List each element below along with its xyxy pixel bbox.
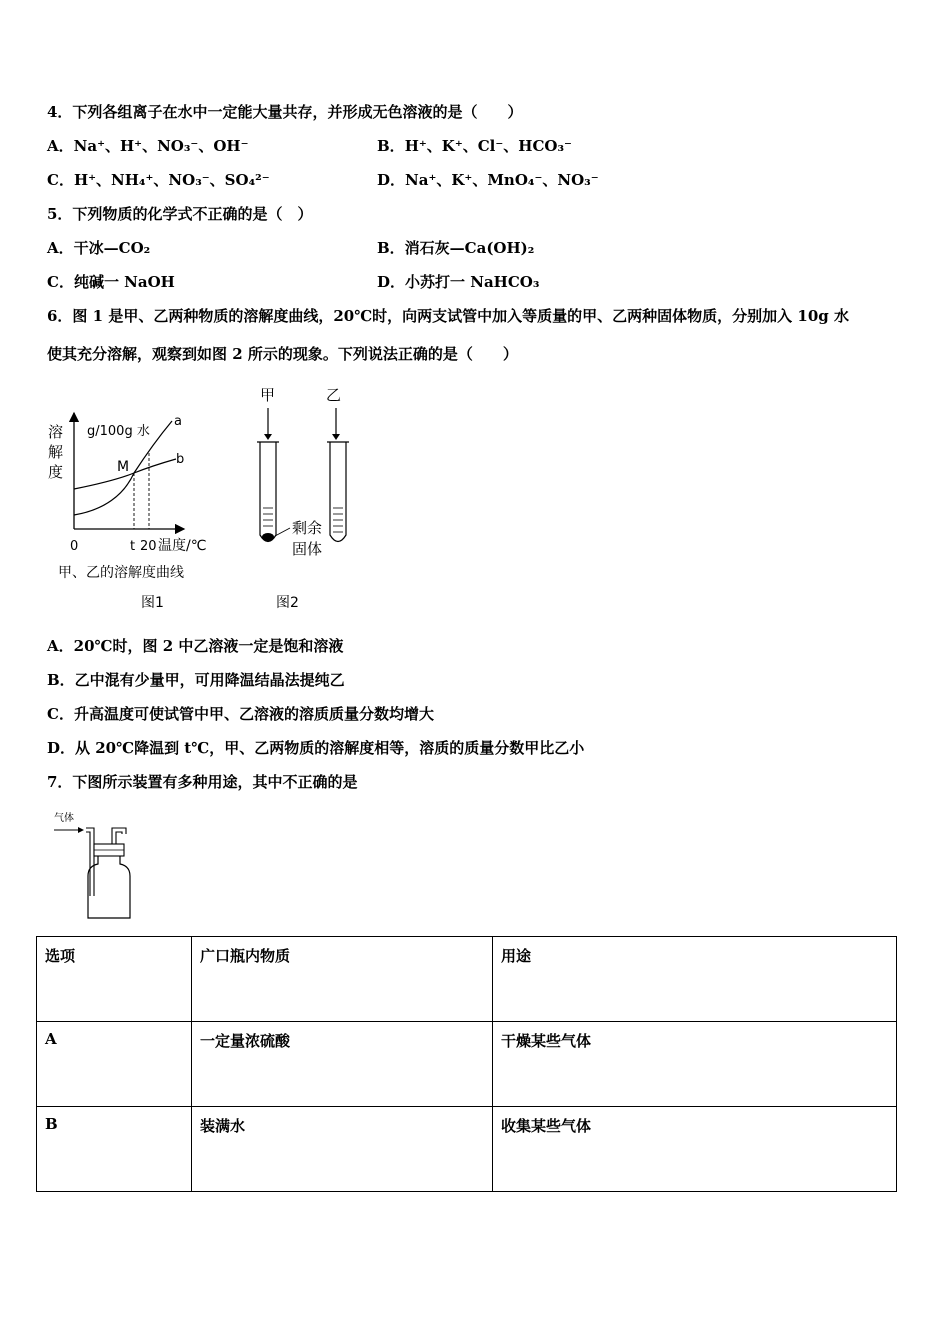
table-row [37, 1107, 897, 1192]
row-b-substance: 装满水 [192, 1107, 493, 1192]
header-option: 选项 [37, 937, 192, 1022]
q6-stem-line1: 6．图 1 是甲、乙两种物质的溶解度曲线，20℃时，向两支试管中加入等质量的甲、乙两种固体物质，分别加入 10g 水 [47, 307, 849, 325]
q7-stem: 7．下图所示装置有多种用途，其中不正确的是 [47, 773, 358, 791]
tube-yi-label: 乙 [326, 386, 342, 404]
ylabel-char-2: 解 [48, 443, 64, 461]
ylabel-char-3: 度 [48, 463, 64, 481]
q4-option-c-text: H⁺、NH₄⁺、NO₃⁻、SO₄²⁻ [73, 171, 270, 189]
test-tube-figure [244, 380, 374, 615]
row-a-substance: 一定量浓硫酸 [192, 1022, 493, 1107]
q5-stem: 5．下列物质的化学式不正确的是（ ） [47, 205, 313, 223]
curve-a-label: a [174, 414, 182, 429]
tick-20-label: 20 [140, 539, 157, 554]
arrow-jia-head [264, 434, 272, 440]
q6-stem-line2: 使其充分溶解，观察到如图 2 所示的现象。下列说法正确的是（ ） [47, 345, 518, 363]
residue-label-line1: 剩余 [292, 519, 323, 537]
q4-stem: 4．下列各组离子在水中一定能大量共存，并形成无色溶液的是（ ） [47, 103, 523, 121]
tube-jia [260, 442, 276, 542]
q4-option-c-label: C． [47, 171, 74, 189]
q5-option-d: D．小苏打一 NaHCO₃ [377, 273, 540, 291]
row-b-option: B [37, 1107, 192, 1192]
q4-option-a-text: Na⁺、H⁺、NO₃⁻、OH⁻ [73, 137, 249, 155]
q5-option-c: C．纯碱一 NaOH [47, 273, 175, 291]
unit-label: g/100g 水 [87, 424, 150, 439]
row-a-option: A [37, 1022, 192, 1107]
q4-option-b [377, 136, 572, 156]
fig2-label: 图2 [276, 595, 299, 611]
tube-jia-liquid [263, 508, 273, 526]
q6-option-b: B．乙中混有少量甲，可用降温结晶法提纯乙 [47, 671, 345, 689]
residue-pointer [275, 528, 290, 536]
tick-t-label: t [130, 539, 136, 554]
q4-option-c [47, 170, 270, 190]
q4-option-b-label: B． [377, 137, 405, 155]
arrow-yi-head [332, 434, 340, 440]
solubility-curve-figure [44, 405, 234, 615]
q4-option-d [377, 170, 599, 190]
q4-option-b-text: H⁺、K⁺、Cl⁻、HCO₃⁻ [404, 137, 572, 155]
q5-option-a: A．干冰—CO₂ [47, 239, 151, 257]
row-a-use: 干燥某些气体 [493, 1022, 897, 1107]
xlabel: 温度/℃ [158, 538, 207, 554]
residue-label-line2: 固体 [292, 540, 323, 558]
q7-options-table [36, 936, 897, 1192]
fig1-label: 图1 [141, 595, 164, 611]
header-substance: 广口瓶内物质 [192, 937, 493, 1022]
gas-label: 气体 [54, 813, 74, 824]
row-b-use: 收集某些气体 [493, 1107, 897, 1192]
residue-solid [262, 533, 274, 541]
tube-yi [330, 442, 346, 542]
q4-option-a-label: A． [47, 137, 74, 155]
origin-label: 0 [70, 539, 79, 554]
ylabel-char-1: 溶 [48, 423, 64, 441]
q5-option-b: B．消石灰—Ca(OH)₂ [377, 239, 535, 257]
q4-option-d-text: Na⁺、K⁺、MnO₄⁻、NO₃⁻ [405, 171, 599, 189]
intersection-point-label: M [117, 459, 130, 475]
tube-yi-liquid [333, 508, 343, 532]
table-header-row [37, 937, 897, 1022]
header-use: 用途 [493, 937, 897, 1022]
q6-option-c: C．升高温度可使试管中甲、乙溶液的溶质质量分数均增大 [47, 705, 434, 723]
q4-option-a [47, 136, 249, 156]
fig1-caption: 甲、乙的溶解度曲线 [58, 565, 184, 581]
curve-b-label: b [176, 452, 185, 467]
q6-option-d: D．从 20℃降温到 t℃，甲、乙两物质的溶解度相等，溶质的质量分数甲比乙小 [47, 739, 585, 757]
q6-option-a: A．20℃时，图 2 中乙溶液一定是饱和溶液 [47, 637, 344, 655]
tube-jia-label: 甲 [260, 386, 276, 404]
short-tube [112, 828, 126, 844]
table-row [37, 1022, 897, 1107]
wide-mouth-bottle-apparatus [50, 808, 140, 926]
q4-option-d-label: D． [377, 171, 406, 189]
